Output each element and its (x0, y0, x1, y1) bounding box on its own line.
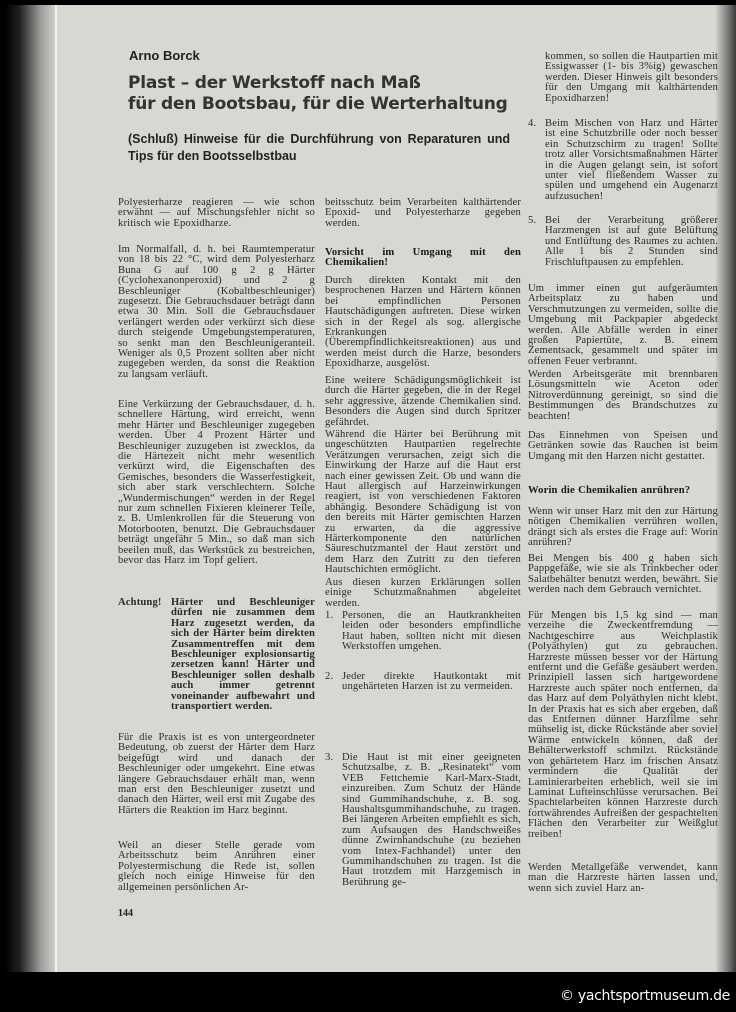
paragraph: Weil an dieser Stelle gerade vom Arbeitsschutz beim Anrühren einer Polyestermischung die Rede ist, sollen gleich noch einige Hinweise für den allgemeinen persönlichen Ar- (118, 840, 315, 893)
list-number: 5. (528, 215, 537, 226)
paragraph: Durch direkten Kontakt mit den besprochenen Harzen und Härtern können bei empfindlichen Personen Hautschädigungen auftreten. Diese wirken sich in der Regel als sog. allergische Erkrankungen (Überempfindlichkeitsreaktionen) aus und werden meist durch die Harze, besonders Epoxidharze, ausgelöst. (325, 275, 521, 370)
warning-box (118, 598, 315, 712)
list-text: Die Haut ist mit einer geeigneten Schutzsalbe, z. B. „Resinatekt“ vom VEB Fettchemie Karl-Marx-Stadt, einzureiben. Zum Schutz der Hände sind Gummihandschuhe, z. B. sog. Haushaltsgummihandschuhe, zu tragen. Bei längeren Arbeiten empfiehlt es sich, zum Aufsaugen des Handschweißes dünne Zwirnhandschuhe (zu beziehen vom Intex-Fachhandel) unter den Gummihandschuhen zu tragen. Ist die Haut trotzdem mit Harzgemisch in Berührung ge- (342, 752, 521, 888)
paragraph: Das Einnehmen von Speisen und Getränken sowie das Rauchen ist beim Umgang mit den Harzen nicht gestattet. (528, 430, 718, 462)
paragraph: Für die Praxis ist es von untergeordneter Bedeutung, ob zuerst der Härter dem Harz beigefügt wird und danach der Beschleuniger oder umgekehrt. Eine etwas längere Gebrauchsdauer erhält man, wenn man erst den Beschleuniger zusetzt und danach den Härter, weil erst mit Zugabe des Härters die Reaktion im Harz beginnt. (118, 732, 315, 816)
right-page-shadow (716, 5, 736, 972)
copyright-watermark: © yachtsportmuseum.de (560, 988, 730, 1004)
title-line-2: für den Bootsbau, für die Werterhaltung (128, 94, 508, 114)
section-heading: Vorsicht im Umgang mit den Chemikalien! (325, 247, 521, 269)
list-number: 4. (528, 118, 537, 129)
paragraph: Polyesterharze reagieren — wie schon erwähnt — auf Mischungsfehler nicht so kritisch wie Epoxidharze. (118, 197, 315, 229)
list-text: Personen, die an Hautkrankheiten leiden oder besonders empfindliche Haut haben, sollten nicht mit diesen Werkstoffen umgehen. (342, 610, 521, 653)
article-subtitle: (Schluß) Hinweise für die Durchführung von Reparaturen und Tips für den Bootsselbstbau (128, 132, 510, 163)
list-indent (528, 52, 545, 104)
title-line-1: Plast – der Werkstoff nach Maß (128, 73, 421, 93)
paragraph: Wenn wir unser Harz mit den zur Härtung nötigen Chemikalien verrühren wollen, drängt sich als erstes die Frage auf: Worin anrühren? (528, 506, 718, 549)
list-item (325, 611, 521, 653)
paragraph: Bei Mengen bis 400 g haben sich Pappgefäße, wie sie als Trinkbecher oder Salatbehälter benutzt werden, bewährt. Sie werden nach dem Gebrauch vernichtet. (528, 553, 718, 596)
paragraph: Eine Verkürzung der Gebrauchsdauer, d. h. schnellere Härtung, wird erreicht, wenn mehr Härter und Beschleuniger zugegeben werden. Über 4 Prozent Härter und Beschleuniger zuzugeben ist zwecklos, da die Härtezeit nicht mehr wesentlich verkürzt wird, die Eigenschaften des Gemisches, besonders die Wasserfestigkeit, sich aber stark verschlechtern. Solche „Wundermischungen“ werden in der Regel nur zum schnellen Fixieren kleinerer Teile, z. B. Umlenkrollen für die Steuerung von Motorbooten, benutzt. Die Gebrauchsdauer beträgt ungefähr 5 Min., so daß man sich beeilen muß, das Werkstück zu bestreichen, bevor das Harz im Topf geliert. (118, 399, 315, 567)
page-edge (55, 5, 57, 972)
author-name: Arno Borck (129, 48, 200, 63)
list-text: Bei der Verarbeitung größerer Harzmengen ist auf gute Belüftung und Entlüftung des Raumes zu achten. Alle 1 bis 2 Stunden sind Frischluftpausen zu empfehlen. (545, 215, 718, 268)
list-text: Jeder direkte Hautkontakt mit ungehärteten Harzen ist zu vermeiden. (342, 671, 521, 693)
list-text: Beim Mischen von Harz und Härter ist eine Schutzbrille oder noch besser ein Schutzschirm zu tragen! Sollte trotz aller Vorsichtsmaßnahmen Härter in die Augen gelangt sein, ist sofort unter viel fließendem Wasser zu spülen und umgehend ein Augenarzt aufzusuchen! (545, 118, 718, 202)
warning-text: Härter und Beschleuniger dürfen nie zusammen dem Harz zugesetzt werden, da sich der Härter beim direkten Zusammentreffen mit dem Beschleuniger explosionsartig zersetzen kann! Härter und Beschleuniger sollen deshalb auch immer getrennt voneinander aufbewahrt und transportiert werden. (171, 597, 315, 713)
list-item (528, 119, 718, 202)
list-number: 3. (325, 752, 334, 763)
list-number: 1. (325, 610, 334, 621)
warning-label: Achtung! (118, 597, 162, 608)
paragraph: Um immer einen gut aufgeräumten Arbeitsplatz zu haben und Verschmutzungen zu vermeiden, sollte die Umgebung mit Packpapier abgedeckt werden. Alle Abfälle werden in einer großen Papiertüte, z. B. einem Zementsack, gesammelt und später im offenen Feuer verbrannt. (528, 283, 718, 367)
paragraph: Für Mengen bis 1,5 kg sind — man verzeihe die Zweckentfremdung — Nachtgeschirre aus Weichplastik (Polyäthylen) gut zu gebrauchen. Harzreste müssen besser vor der Härtung entfernt und die Gefäße gesäubert werden. Prinzipiell lassen sich hartgewordene Harzreste auch später noch entfernen, da das Harz auf dem Polyäthylen nicht klebt. In der Praxis hat es sich aber ergeben, daß das Entfernen dünner Harzfilme sehr mühselig ist, dicke Rückstände aber soviel Wärme entwickeln können, daß der Behälterwerkstoff schmilzt. Rückstände von gehärtetem Harz im frischen Ansatz vermindern die Qualität der Laminierarbeiten erheblich, weil sie im Laminat Lufteinschlüsse verursachen. Bei Spachtelarbeiten können Harzreste durch fortwährendes Aufreißen der gespachtelten Flächen den Verarbeiter zur Weißglut treiben! (528, 610, 718, 840)
paragraph: Aus diesen kurzen Erklärungen sollen einige Schutzmaßnahmen abgeleitet werden. (325, 577, 521, 609)
paragraph: Werden Metallgefäße verwendet, kann man die Harzreste härten lassen und, wenn sich zuviel Harz an- (528, 862, 718, 894)
list-item (325, 672, 521, 693)
section-heading: Worin die Chemikalien anrühren? (528, 485, 691, 496)
paragraph: Im Normalfall, d. h. bei Raumtemperatur von 18 bis 22 °C, wird dem Polyesterharz Buna G auf 100 g 2 g Härter (Cyclohexanonperoxid) und 2 g Beschleuniger (Kobaltbeschleuniger) zugesetzt. Die Gebrauchsdauer beträgt dann etwa 30 Min. Soll die Gebrauchsdauer verlängert werden oder verkürzt sich diese durch steigende Umgebungstemperaturen, so senkt man den Beschleunigeranteil. Weniger als 0,5 Prozent sollten aber nicht zugegeben werden, da sonst die Reaktion zu langsam verläuft. (118, 244, 315, 380)
paragraph: Eine weitere Schädigungsmöglichkeit ist durch die Härter gegeben, die in der Regel sehr aggressive, ätzende Chemikalien sind. Besonders die Augen sind durch Spritzer gefährdet. (325, 375, 521, 428)
paragraph: Während die Härter bei Berührung mit ungeschützten Hautpartien regelrechte Verätzungen verursachen, zeigt sich die Einwirkung der Harze auf die Haut erst nach einer gewissen Zeit. Ob und wann die Haut allergisch auf Harzeinwirkungen reagiert, ist von verschiedenen Faktoren abhängig. Besondere Schädigung ist von den bereits mit Härter gemischten Harzen zu erwarten, da die aggressive Härterkomponente den natürlichen Säureschutzmantel der Haut zerstört und dem Harz den Zutritt zu den tieferen Hautschichten ermöglicht. (325, 429, 521, 576)
paragraph: beitsschutz beim Verarbeiten kalthärtender Epoxid- und Polyesterharze gegeben werden. (325, 197, 521, 229)
list-item-continuation (528, 52, 718, 104)
list-item (528, 216, 718, 268)
paragraph: Werden Arbeitsgeräte mit brennbaren Lösungsmitteln wie Aceton oder Nitroverdünnung gereinigt, so sind die Bestimmungen des Brandschutzes zu beachten! (528, 369, 718, 422)
article-title (128, 73, 508, 115)
book-binding-shadow (5, 5, 55, 972)
list-number: 2. (325, 671, 334, 682)
page-number: 144 (118, 908, 133, 919)
list-item (325, 753, 521, 888)
list-text: kommen, so sollen die Hautpartien mit Essigwasser (1- bis 3%ig) gewaschen werden. Dieser Hinweis gilt besonders für den Umgang mit kalthärtenden Epoxidharzen! (545, 51, 718, 104)
